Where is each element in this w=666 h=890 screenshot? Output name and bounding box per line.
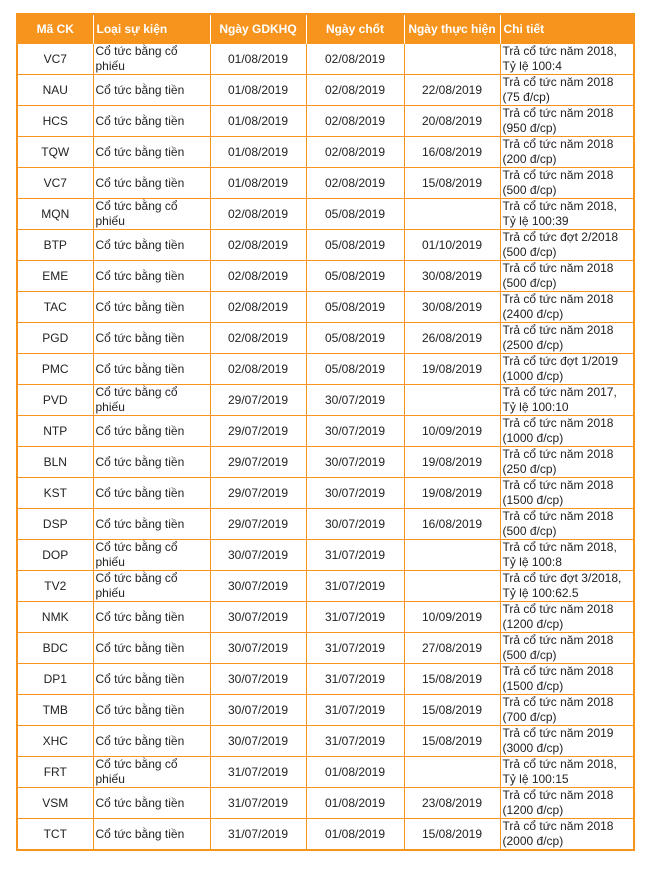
- record-date-cell: 02/08/2019: [306, 44, 404, 75]
- ex-date-cell: 01/08/2019: [210, 106, 306, 137]
- code-cell: VSM: [17, 788, 93, 819]
- pay-date-cell: 19/08/2019: [404, 354, 500, 385]
- detail-cell: Trả cổ tức đợt 1/2019 (1000 đ/cp): [500, 354, 634, 385]
- code-cell: TMB: [17, 695, 93, 726]
- ex-date-cell: 31/07/2019: [210, 819, 306, 851]
- ex-date-cell: 29/07/2019: [210, 478, 306, 509]
- code-cell: TCT: [17, 819, 93, 851]
- pay-date-cell: [404, 571, 500, 602]
- event-type-cell: Cổ tức bằng cổ phiếu: [93, 44, 210, 75]
- ex-date-cell: 02/08/2019: [210, 323, 306, 354]
- ex-date-cell: 30/07/2019: [210, 571, 306, 602]
- detail-cell: Trả cổ tức năm 2018 (2500 đ/cp): [500, 323, 634, 354]
- ex-date-cell: 29/07/2019: [210, 509, 306, 540]
- record-date-cell: 01/08/2019: [306, 788, 404, 819]
- event-type-cell: Cổ tức bằng tiền: [93, 354, 210, 385]
- detail-cell: Trả cổ tức năm 2018, Tỷ lệ 100:39: [500, 199, 634, 230]
- pay-date-cell: 26/08/2019: [404, 323, 500, 354]
- pay-date-cell: [404, 385, 500, 416]
- table-row: [17, 602, 634, 633]
- record-date-cell: 30/07/2019: [306, 478, 404, 509]
- record-date-cell: 31/07/2019: [306, 726, 404, 757]
- pay-date-cell: 10/09/2019: [404, 602, 500, 633]
- code-cell: DOP: [17, 540, 93, 571]
- table-row: [17, 323, 634, 354]
- ex-date-cell: 02/08/2019: [210, 261, 306, 292]
- ex-date-cell: 02/08/2019: [210, 292, 306, 323]
- event-type-cell: Cổ tức bằng cổ phiếu: [93, 199, 210, 230]
- code-cell: MQN: [17, 199, 93, 230]
- ex-date-cell: 02/08/2019: [210, 199, 306, 230]
- detail-cell: Trả cổ tức năm 2018 (1500 đ/cp): [500, 664, 634, 695]
- record-date-cell: 02/08/2019: [306, 168, 404, 199]
- pay-date-cell: 15/08/2019: [404, 695, 500, 726]
- ex-date-cell: 30/07/2019: [210, 726, 306, 757]
- ex-date-cell: 01/08/2019: [210, 137, 306, 168]
- code-cell: KST: [17, 478, 93, 509]
- detail-cell: Trả cổ tức năm 2018, Tỷ lệ 100:8: [500, 540, 634, 571]
- table-row: [17, 819, 634, 851]
- pay-date-cell: [404, 757, 500, 788]
- detail-cell: Trả cổ tức năm 2018, Tỷ lệ 100:4: [500, 44, 634, 75]
- table-row: [17, 137, 634, 168]
- code-cell: NAU: [17, 75, 93, 106]
- event-type-cell: Cổ tức bằng tiền: [93, 447, 210, 478]
- event-type-cell: Cổ tức bằng tiền: [93, 106, 210, 137]
- table-row: [17, 354, 634, 385]
- table-row: [17, 757, 634, 788]
- detail-cell: Trả cổ tức năm 2018 (1500 đ/cp): [500, 478, 634, 509]
- column-header-ex-date: Ngày GDKHQ: [210, 14, 306, 44]
- event-type-cell: Cổ tức bằng tiền: [93, 168, 210, 199]
- detail-cell: Trả cổ tức đợt 2/2018 (500 đ/cp): [500, 230, 634, 261]
- column-header-record-date: Ngày chốt: [306, 14, 404, 44]
- detail-cell: Trả cổ tức năm 2018 (2000 đ/cp): [500, 819, 634, 851]
- pay-date-cell: 19/08/2019: [404, 447, 500, 478]
- detail-cell: Trả cổ tức năm 2018 (1200 đ/cp): [500, 788, 634, 819]
- column-header-detail: Chi tiết: [500, 14, 634, 44]
- record-date-cell: 31/07/2019: [306, 664, 404, 695]
- pay-date-cell: 30/08/2019: [404, 261, 500, 292]
- record-date-cell: 05/08/2019: [306, 323, 404, 354]
- pay-date-cell: 22/08/2019: [404, 75, 500, 106]
- detail-cell: Trả cổ tức đợt 3/2018, Tỷ lệ 100:62.5: [500, 571, 634, 602]
- event-type-cell: Cổ tức bằng tiền: [93, 416, 210, 447]
- ex-date-cell: 29/07/2019: [210, 385, 306, 416]
- pay-date-cell: 20/08/2019: [404, 106, 500, 137]
- pay-date-cell: 15/08/2019: [404, 168, 500, 199]
- code-cell: XHC: [17, 726, 93, 757]
- ex-date-cell: 29/07/2019: [210, 416, 306, 447]
- dividend-table-container: [16, 13, 633, 851]
- table-row: [17, 199, 634, 230]
- code-cell: PVD: [17, 385, 93, 416]
- table-row: [17, 571, 634, 602]
- event-type-cell: Cổ tức bằng tiền: [93, 230, 210, 261]
- table-row: [17, 75, 634, 106]
- column-header-code: Mã CK: [17, 14, 93, 44]
- table-body: [17, 44, 634, 851]
- ex-date-cell: 02/08/2019: [210, 354, 306, 385]
- detail-cell: Trả cổ tức năm 2018 (500 đ/cp): [500, 168, 634, 199]
- detail-cell: Trả cổ tức năm 2018 (1000 đ/cp): [500, 416, 634, 447]
- detail-cell: Trả cổ tức năm 2018 (200 đ/cp): [500, 137, 634, 168]
- ex-date-cell: 01/08/2019: [210, 75, 306, 106]
- table-row: [17, 385, 634, 416]
- detail-cell: Trả cổ tức năm 2018 (500 đ/cp): [500, 261, 634, 292]
- code-cell: PGD: [17, 323, 93, 354]
- table-row: [17, 44, 634, 75]
- table-row: [17, 726, 634, 757]
- table-row: [17, 664, 634, 695]
- table-row: [17, 509, 634, 540]
- code-cell: BDC: [17, 633, 93, 664]
- code-cell: TQW: [17, 137, 93, 168]
- code-cell: EME: [17, 261, 93, 292]
- code-cell: HCS: [17, 106, 93, 137]
- code-cell: BTP: [17, 230, 93, 261]
- pay-date-cell: 15/08/2019: [404, 726, 500, 757]
- code-cell: TV2: [17, 571, 93, 602]
- table-row: [17, 416, 634, 447]
- detail-cell: Trả cổ tức năm 2018, Tỷ lệ 100:15: [500, 757, 634, 788]
- ex-date-cell: 30/07/2019: [210, 602, 306, 633]
- table-row: [17, 478, 634, 509]
- detail-cell: Trả cổ tức năm 2019 (3000 đ/cp): [500, 726, 634, 757]
- pay-date-cell: [404, 44, 500, 75]
- record-date-cell: 31/07/2019: [306, 540, 404, 571]
- code-cell: BLN: [17, 447, 93, 478]
- detail-cell: Trả cổ tức năm 2018 (500 đ/cp): [500, 509, 634, 540]
- event-type-cell: Cổ tức bằng tiền: [93, 695, 210, 726]
- detail-cell: Trả cổ tức năm 2018 (1200 đ/cp): [500, 602, 634, 633]
- record-date-cell: 30/07/2019: [306, 447, 404, 478]
- table-row: [17, 261, 634, 292]
- record-date-cell: 02/08/2019: [306, 137, 404, 168]
- event-type-cell: Cổ tức bằng cổ phiếu: [93, 571, 210, 602]
- table-row: [17, 695, 634, 726]
- record-date-cell: 31/07/2019: [306, 695, 404, 726]
- detail-cell: Trả cổ tức năm 2017, Tỷ lệ 100:10: [500, 385, 634, 416]
- event-type-cell: Cổ tức bằng cổ phiếu: [93, 540, 210, 571]
- pay-date-cell: 01/10/2019: [404, 230, 500, 261]
- detail-cell: Trả cổ tức năm 2018 (700 đ/cp): [500, 695, 634, 726]
- detail-cell: Trả cổ tức năm 2018 (500 đ/cp): [500, 633, 634, 664]
- detail-cell: Trả cổ tức năm 2018 (75 đ/cp): [500, 75, 634, 106]
- detail-cell: Trả cổ tức năm 2018 (950 đ/cp): [500, 106, 634, 137]
- pay-date-cell: 27/08/2019: [404, 633, 500, 664]
- record-date-cell: 02/08/2019: [306, 75, 404, 106]
- code-cell: PMC: [17, 354, 93, 385]
- table-row: [17, 292, 634, 323]
- table-row: [17, 540, 634, 571]
- record-date-cell: 05/08/2019: [306, 292, 404, 323]
- pay-date-cell: [404, 540, 500, 571]
- event-type-cell: Cổ tức bằng tiền: [93, 478, 210, 509]
- event-type-cell: Cổ tức bằng tiền: [93, 602, 210, 633]
- event-type-cell: Cổ tức bằng tiền: [93, 292, 210, 323]
- code-cell: DSP: [17, 509, 93, 540]
- detail-cell: Trả cổ tức năm 2018 (2400 đ/cp): [500, 292, 634, 323]
- pay-date-cell: 19/08/2019: [404, 478, 500, 509]
- record-date-cell: 30/07/2019: [306, 416, 404, 447]
- event-type-cell: Cổ tức bằng tiền: [93, 137, 210, 168]
- record-date-cell: 05/08/2019: [306, 354, 404, 385]
- ex-date-cell: 01/08/2019: [210, 168, 306, 199]
- table-row: [17, 788, 634, 819]
- ex-date-cell: 29/07/2019: [210, 447, 306, 478]
- pay-date-cell: 23/08/2019: [404, 788, 500, 819]
- record-date-cell: 01/08/2019: [306, 757, 404, 788]
- record-date-cell: 31/07/2019: [306, 602, 404, 633]
- table-row: [17, 447, 634, 478]
- pay-date-cell: 15/08/2019: [404, 664, 500, 695]
- record-date-cell: 31/07/2019: [306, 633, 404, 664]
- event-type-cell: Cổ tức bằng tiền: [93, 819, 210, 851]
- pay-date-cell: 16/08/2019: [404, 509, 500, 540]
- pay-date-cell: 30/08/2019: [404, 292, 500, 323]
- table-row: [17, 168, 634, 199]
- ex-date-cell: 30/07/2019: [210, 664, 306, 695]
- ex-date-cell: 30/07/2019: [210, 695, 306, 726]
- table-row: [17, 106, 634, 137]
- pay-date-cell: 15/08/2019: [404, 819, 500, 851]
- event-type-cell: Cổ tức bằng tiền: [93, 261, 210, 292]
- record-date-cell: 05/08/2019: [306, 199, 404, 230]
- code-cell: TAC: [17, 292, 93, 323]
- event-type-cell: Cổ tức bằng cổ phiếu: [93, 385, 210, 416]
- record-date-cell: 30/07/2019: [306, 385, 404, 416]
- ex-date-cell: 01/08/2019: [210, 44, 306, 75]
- ex-date-cell: 31/07/2019: [210, 788, 306, 819]
- code-cell: VC7: [17, 44, 93, 75]
- record-date-cell: 05/08/2019: [306, 230, 404, 261]
- dividend-events-table: [16, 13, 635, 851]
- pay-date-cell: 16/08/2019: [404, 137, 500, 168]
- event-type-cell: Cổ tức bằng tiền: [93, 509, 210, 540]
- code-cell: VC7: [17, 168, 93, 199]
- event-type-cell: Cổ tức bằng tiền: [93, 788, 210, 819]
- pay-date-cell: 10/09/2019: [404, 416, 500, 447]
- code-cell: DP1: [17, 664, 93, 695]
- ex-date-cell: 30/07/2019: [210, 633, 306, 664]
- record-date-cell: 02/08/2019: [306, 106, 404, 137]
- record-date-cell: 05/08/2019: [306, 261, 404, 292]
- ex-date-cell: 30/07/2019: [210, 540, 306, 571]
- detail-cell: Trả cổ tức năm 2018 (250 đ/cp): [500, 447, 634, 478]
- column-header-pay-date: Ngày thực hiện: [404, 14, 500, 44]
- event-type-cell: Cổ tức bằng tiền: [93, 726, 210, 757]
- ex-date-cell: 31/07/2019: [210, 757, 306, 788]
- table-row: [17, 230, 634, 261]
- column-header-event-type: Loại sự kiện: [93, 14, 210, 44]
- event-type-cell: Cổ tức bằng tiền: [93, 664, 210, 695]
- record-date-cell: 30/07/2019: [306, 509, 404, 540]
- event-type-cell: Cổ tức bằng tiền: [93, 323, 210, 354]
- table-header-row: [17, 14, 634, 44]
- code-cell: NMK: [17, 602, 93, 633]
- table-row: [17, 633, 634, 664]
- event-type-cell: Cổ tức bằng tiền: [93, 75, 210, 106]
- record-date-cell: 31/07/2019: [306, 571, 404, 602]
- event-type-cell: Cổ tức bằng tiền: [93, 633, 210, 664]
- ex-date-cell: 02/08/2019: [210, 230, 306, 261]
- record-date-cell: 01/08/2019: [306, 819, 404, 851]
- code-cell: NTP: [17, 416, 93, 447]
- pay-date-cell: [404, 199, 500, 230]
- code-cell: FRT: [17, 757, 93, 788]
- event-type-cell: Cổ tức bằng cổ phiếu: [93, 757, 210, 788]
